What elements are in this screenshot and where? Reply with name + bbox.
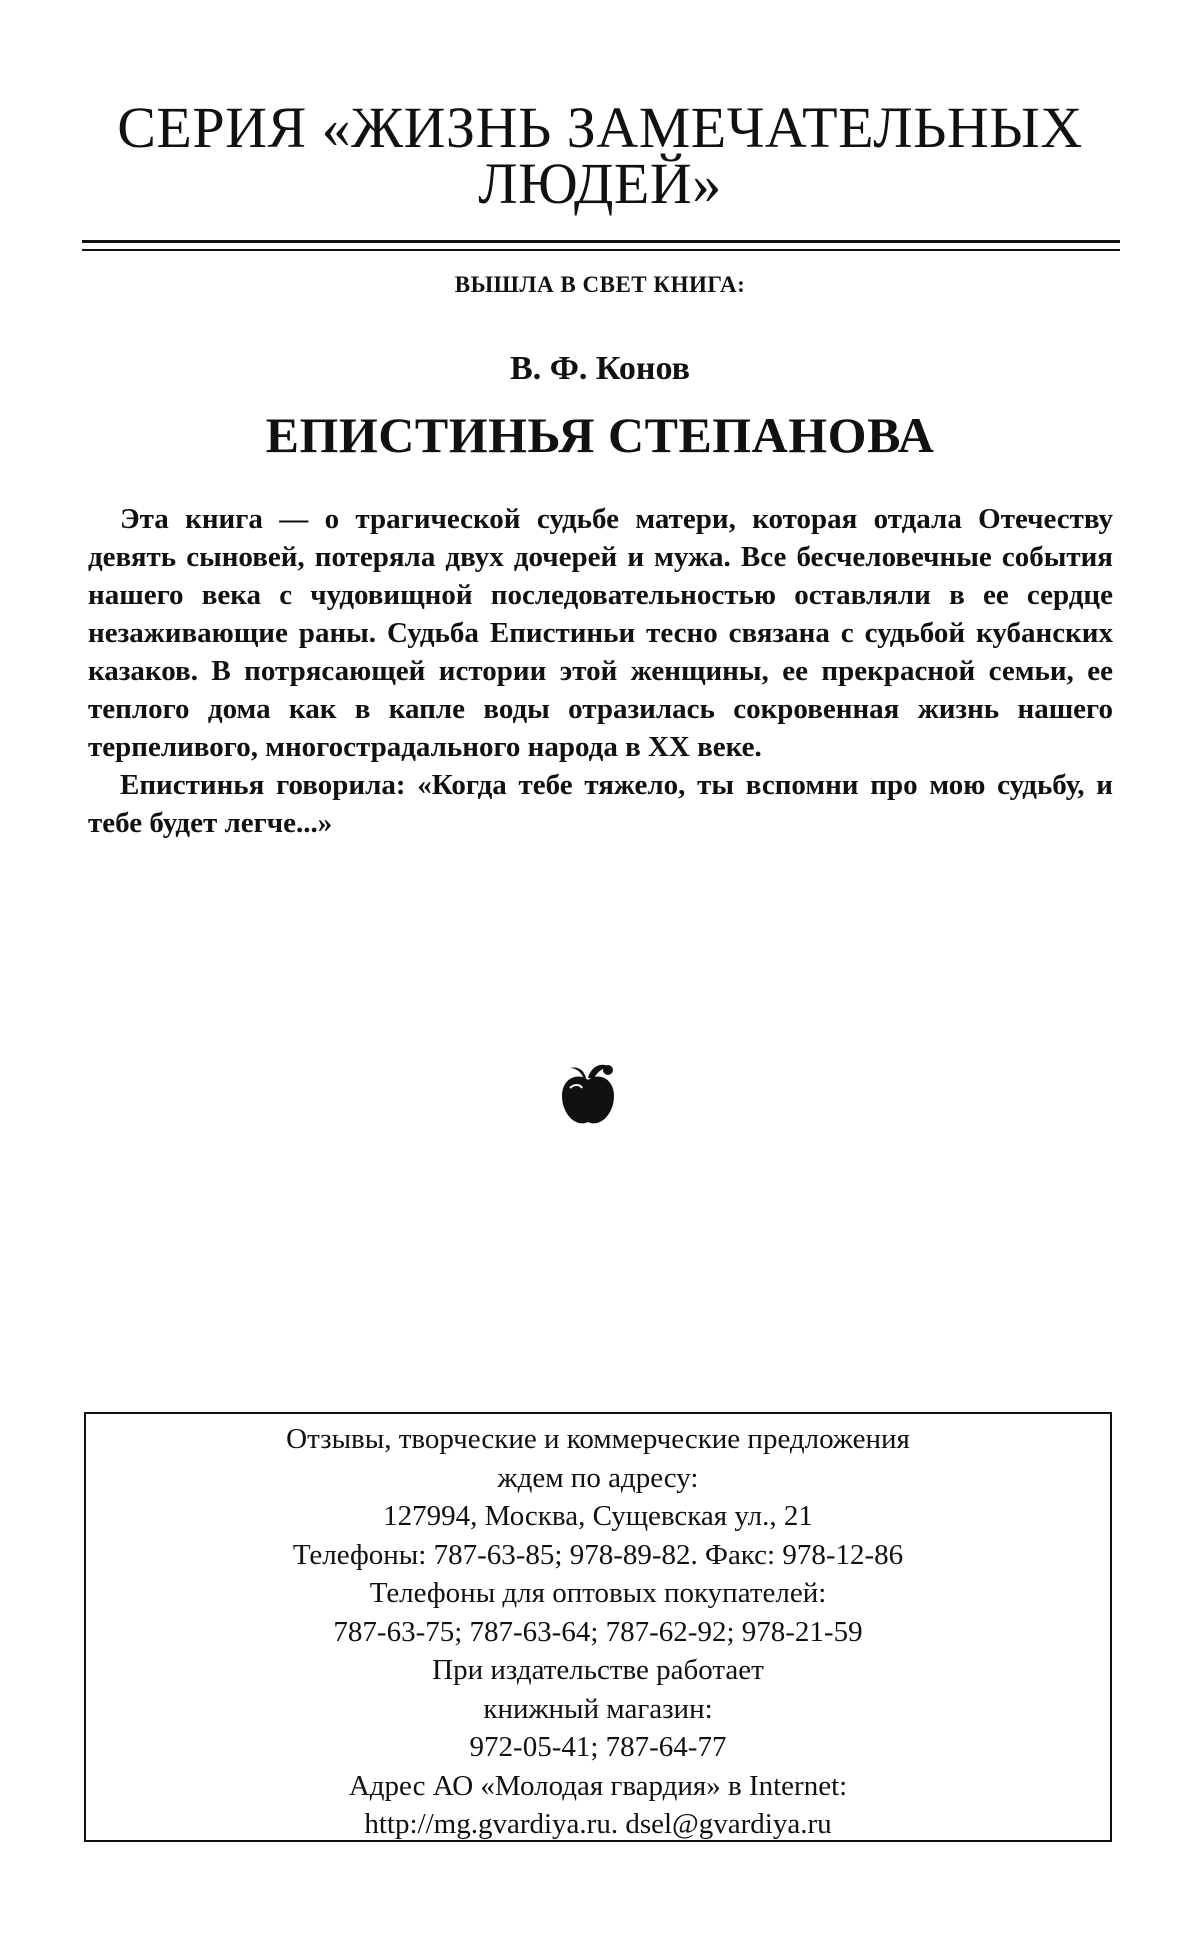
published-label: ВЫШЛА В СВЕТ КНИГА: — [454, 272, 746, 297]
contacts-line-wholesale-label: Телефоны для оптовых покупателей: — [369, 1577, 827, 1609]
contacts-line-internet-label: Адрес АО «Молодая гвардия» в Internet: — [348, 1769, 848, 1802]
double-rule-bottom — [82, 249, 1120, 251]
contacts-line-shop-intro: При издательстве работает — [432, 1654, 764, 1686]
contacts-line-shop-label: книжный магазин: — [483, 1692, 713, 1725]
annotation-paragraph-2: Епистинья говорила: «Когда тебе тяжело, ты вспомни про мою судьбу, и тебе будет легче...» — [88, 769, 1113, 839]
contacts-line-urls: http://mg.gvardiya.ru. dsel@gvardiya.ru — [364, 1808, 832, 1840]
series-title-line-1: СЕРИЯ «ЖИЗНЬ ЗАМЕЧАТЕЛЬНЫХ — [117, 95, 1083, 160]
publisher-contacts-box — [84, 1412, 1112, 1842]
contacts-line-address: 127994, Москва, Сущевская ул., 21 — [383, 1500, 813, 1532]
book-author: В. Ф. Конов — [510, 350, 690, 387]
apple-emblem-icon — [556, 1058, 620, 1132]
contacts-line-feedback: Отзывы, творческие и коммерческие предложения — [286, 1423, 910, 1455]
contacts-line-address-intro: ждем по адресу: — [497, 1461, 699, 1494]
book-annotation — [88, 500, 1113, 842]
series-title — [60, 95, 1140, 216]
contacts-line-wholesale-phones: 787-63-75; 787-63-64; 787-62-92; 978-21-59 — [333, 1615, 863, 1648]
contacts-line-shop-phones: 972-05-41; 787-64-77 — [469, 1731, 727, 1763]
contacts-line-phones: Телефоны: 787-63-85; 978-89-82. Факс: 978-12-86 — [292, 1538, 904, 1571]
series-title-line-2: ЛЮДЕЙ» — [478, 151, 722, 216]
book-title: ЕПИСТИНЬЯ СТЕПАНОВА — [265, 407, 935, 463]
double-rule-top — [82, 240, 1120, 243]
annotation-paragraph-1: Эта книга — о трагической судьбе матери, которая отдала Отечеству девять сыновей, потеряла двух дочерей и мужа. Все бесчеловечные события нашего века с чудовищной последовательностью оставляли в ее сердце незаживающие раны. Судьба Епистиньи тесно связана с судьбой кубанских казаков. В потрясающей истории этой женщины, ее прекрасной семьи, ее теплого дома как в капле воды отразилась сокровенная жизнь нашего терпеливого, многострадального народа в XX веке. — [88, 503, 1113, 763]
